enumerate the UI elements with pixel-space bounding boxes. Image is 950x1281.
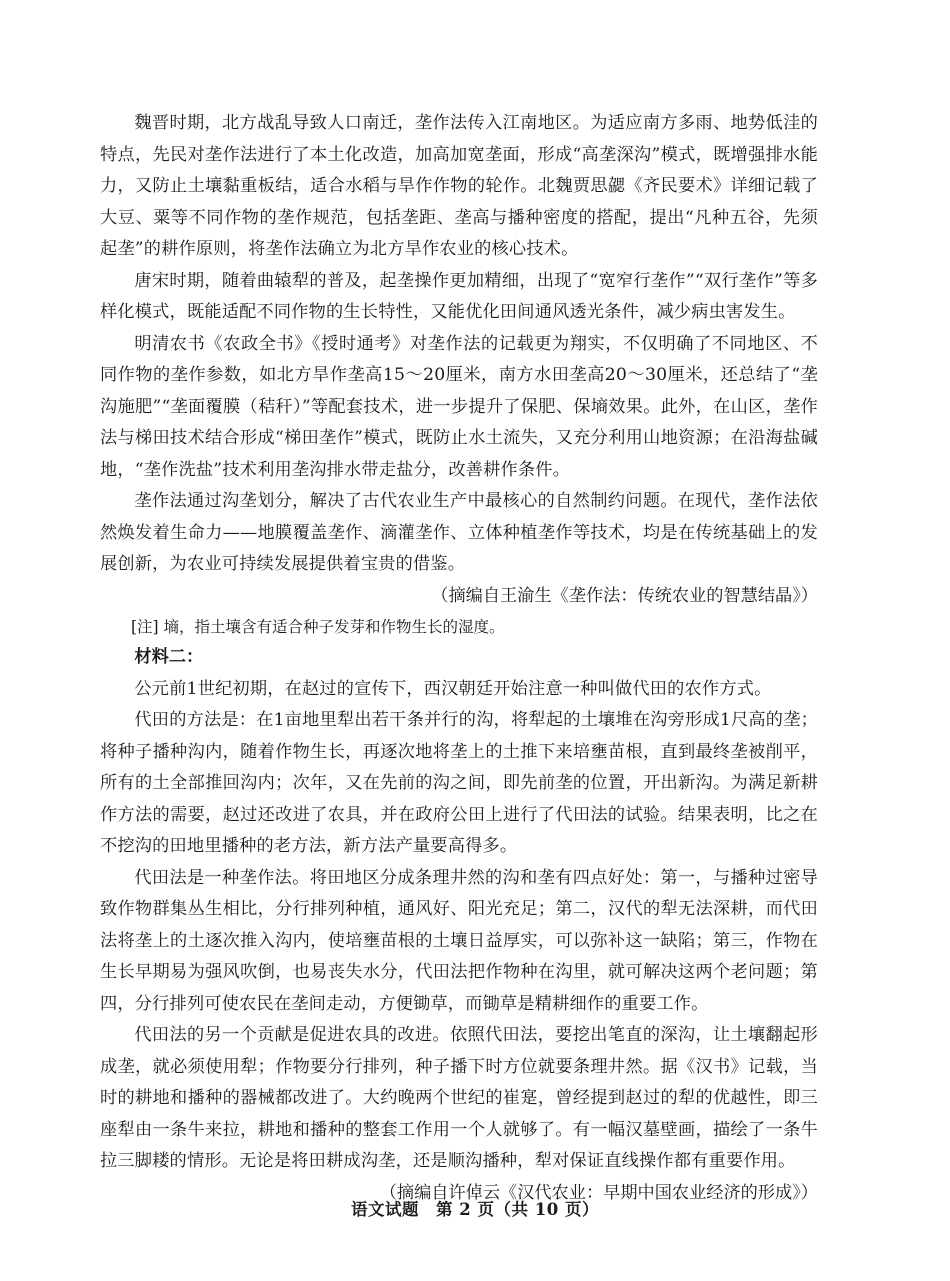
- page-footer: 语文试题 第 2 页（共 10 页）: [351, 1200, 599, 1219]
- material2-paragraph-1: 公元前1世纪初期，在赵过的宣传下，西汉朝廷开始注意一种叫做代田的农作方式。: [134, 678, 772, 699]
- material2-paragraph-3: 代田法是一种垄作法。将田地区分成条理井然的沟和垄有四点好处：第一，与播种过密导致作物群集丛生相比，分行排列种植，通风好、阳光充足；第二，汉代的犁无法深耕，而代田法将垄上的土逐次推入沟内，使培壅苗根的土壤日益厚实，可以弥补这一缺陷；第三，作物在生长早期易为强风吹倒，也易丧失水分，代田法把作物种在沟里，就可解决这两个老问题；第四，分行排列可使农民在垄间走动，方便锄草，而锄草是精耕细作的重要工作。: [100, 867, 818, 1014]
- material2-paragraph-4: 代田法的另一个贡献是促进农具的改进。依照代田法，要挖出笔直的深沟，让土壤翻起形成垄，就必须使用犁；作物要分行排列，种子播下时方位就要条理井然。据《汉书》记载，当时的耕地和播种的器械都改进了。大约晚两个世纪的崔寔，曾经提到赵过的犁的优越性，即三座犁由一条牛来拉，耕地和播种的整套工作用一个人就够了。有一幅汉墓壁画，描绘了一条牛拉三脚耧的情形。无论是将田耕成沟垄，还是顺沟播种，犁对保证直线操作都有重要作用。: [100, 1025, 818, 1171]
- material1-paragraph-4: 垄作法通过沟垄划分，解决了古代农业生产中最核心的自然制约问题。在现代，垄作法依然焕发着生命力——地膜覆盖垄作、滴灌垄作、立体种植垄作等技术，均是在传统基础上的发展创新，为农业可持续发展提供着宝贵的借鉴。: [100, 491, 818, 574]
- document-page: [100, 108, 818, 1209]
- material1-paragraph-1: 魏晋时期，北方战乱导致人口南迁，垄作法传入江南地区。为适应南方多雨、地势低洼的特点，先民对垄作法进行了本土化改造，加高加宽垄面，形成“高垄深沟”模式，既增强排水能力，又防止土壤黏重板结，适合水稻与旱作作物的轮作。北魏贾思勰《齐民要术》详细记载了大豆、粟等不同作物的垄作规范，包括垄距、垄高与播种密度的搭配，提出“凡种五谷，先须起垄”的耕作原则，将垄作法确立为北方旱作农业的核心技术。: [100, 113, 818, 259]
- material2-paragraph-2: 代田的方法是：在1亩地里犁出若干条并行的沟，将犁起的土壤堆在沟旁形成1尺高的垄；将种子播种沟内，随着作物生长，再逐次地将垄上的土推下来培壅苗根，直到最终垄被削平，所有的土全部推回沟内；次年，又在先前的沟之间，即先前垄的位置，开出新沟。为满足新耕作方法的需要，赵过还改进了农具，并在政府公田上进行了代田法的试验。结果表明，比之在不挖沟的田地里播种的老方法，新方法产量要高得多。: [100, 710, 818, 856]
- material1-paragraph-2: 唐宋时期，随着曲辕犁的普及，起垄操作更加精细，出现了“宽窄行垄作”“双行垄作”等多样化模式，既能适配不同作物的生长特性，又能优化田间通风透光条件，减少病虫害发生。: [100, 270, 818, 322]
- material1-source: （摘编自王渝生《垄作法：传统农业的智慧结晶》）: [431, 585, 818, 606]
- material2-source: （摘编自许倬云《汉代农业：早期中国农业经济的形成》）: [379, 1182, 818, 1203]
- material2-heading: 材料二：: [134, 647, 204, 667]
- material1-paragraph-3: 明清农书《农政全书》《授时通考》对垄作法的记载更为翔实，不仅明确了不同地区、不同作物的垄作参数，如北方旱作垄高15～20厘米，南方水田垄高20～30厘米，还总结了“垄沟施肥”“垄面覆膜（秸秆）”等配套技术，进一步提升了保肥、保墒效果。此外，在山区，垄作法与梯田技术结合形成“梯田垄作”模式，既防止水土流失，又充分利用山地资源；在沿海盐碱地，“垄作洗盐”技术利用垄沟排水带走盐分，改善耕作条件。: [100, 333, 818, 480]
- material1-note: [注] 墒，指土壤含有适合种子发芽和作物生长的湿度。: [131, 618, 505, 636]
